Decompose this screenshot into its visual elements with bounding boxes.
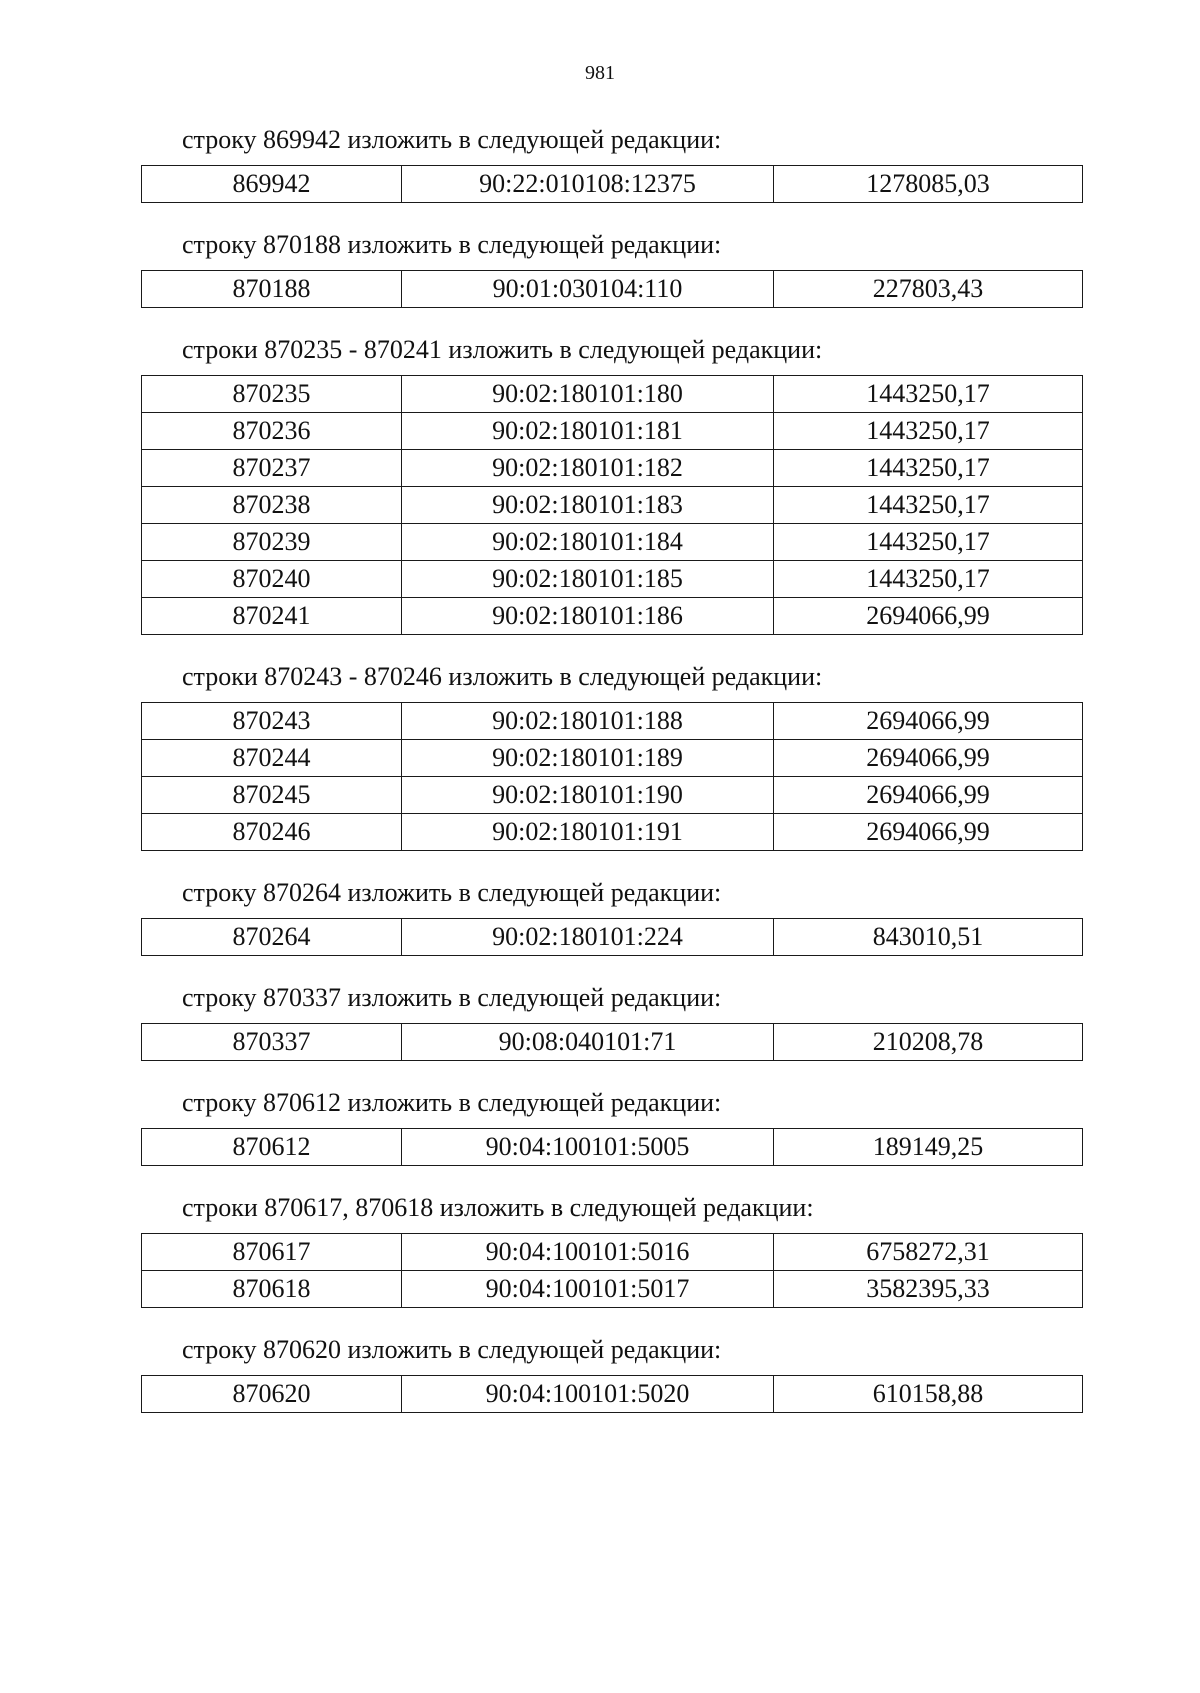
- row-number-cell: 870240: [142, 561, 402, 598]
- row-number-cell: 870620: [142, 1376, 402, 1413]
- cadastral-number-cell: 90:04:100101:5017: [402, 1271, 774, 1308]
- row-number-cell: 870243: [142, 703, 402, 740]
- value-cell: 210208,78: [774, 1024, 1083, 1061]
- value-cell: 1443250,17: [774, 413, 1083, 450]
- value-cell: 3582395,33: [774, 1271, 1083, 1308]
- table-row: [142, 487, 1083, 524]
- section-heading: строку 870612 изложить в следующей редакции:: [182, 1088, 722, 1117]
- cadastral-number-cell: 90:22:010108:12375: [402, 166, 774, 203]
- cadastral-number-cell: 90:02:180101:185: [402, 561, 774, 598]
- amendment-section: [0, 228, 1200, 308]
- row-number-cell: 870237: [142, 450, 402, 487]
- amendment-section: [0, 981, 1200, 1061]
- value-cell: 843010,51: [774, 919, 1083, 956]
- value-cell: 610158,88: [774, 1376, 1083, 1413]
- table-row: [142, 166, 1083, 203]
- cadastral-number-cell: 90:02:180101:181: [402, 413, 774, 450]
- row-number-cell: 870188: [142, 271, 402, 308]
- section-heading: строку 870188 изложить в следующей редакции:: [182, 230, 722, 259]
- value-cell: 2694066,99: [774, 740, 1083, 777]
- cadastral-number-cell: 90:02:180101:191: [402, 814, 774, 851]
- cadastral-number-cell: 90:02:180101:183: [402, 487, 774, 524]
- section-heading: строки 870617, 870618 изложить в следующей редакции:: [182, 1193, 814, 1222]
- cadastral-number-cell: 90:02:180101:188: [402, 703, 774, 740]
- cadastral-number-cell: 90:04:100101:5016: [402, 1234, 774, 1271]
- amendment-table: [141, 702, 1083, 851]
- value-cell: 1278085,03: [774, 166, 1083, 203]
- value-cell: 1443250,17: [774, 376, 1083, 413]
- row-number-cell: 870264: [142, 919, 402, 956]
- section-heading: строку 870620 изложить в следующей редакции:: [182, 1335, 722, 1364]
- table-row: [142, 524, 1083, 561]
- cadastral-number-cell: 90:02:180101:180: [402, 376, 774, 413]
- amendment-table: [141, 918, 1083, 956]
- row-number-cell: 870236: [142, 413, 402, 450]
- page-number: 981: [585, 62, 615, 84]
- row-number-cell: 870337: [142, 1024, 402, 1061]
- document-body: [0, 123, 1200, 1438]
- cadastral-number-cell: 90:02:180101:182: [402, 450, 774, 487]
- section-heading: строку 870264 изложить в следующей редакции:: [182, 878, 722, 907]
- amendment-section: [0, 660, 1200, 851]
- row-number-cell: 870244: [142, 740, 402, 777]
- amendment-section: [0, 876, 1200, 956]
- table-row: [142, 777, 1083, 814]
- table-row: [142, 413, 1083, 450]
- value-cell: 189149,25: [774, 1129, 1083, 1166]
- cadastral-number-cell: 90:02:180101:184: [402, 524, 774, 561]
- table-row: [142, 450, 1083, 487]
- table-row: [142, 919, 1083, 956]
- amendment-table: [141, 270, 1083, 308]
- table-row: [142, 376, 1083, 413]
- row-number-cell: 870241: [142, 598, 402, 635]
- row-number-cell: 870235: [142, 376, 402, 413]
- row-number-cell: 870238: [142, 487, 402, 524]
- row-number-cell: 870612: [142, 1129, 402, 1166]
- table-row: [142, 1024, 1083, 1061]
- cadastral-number-cell: 90:04:100101:5005: [402, 1129, 774, 1166]
- value-cell: 2694066,99: [774, 777, 1083, 814]
- value-cell: 2694066,99: [774, 598, 1083, 635]
- amendment-table: [141, 375, 1083, 635]
- value-cell: 1443250,17: [774, 524, 1083, 561]
- table-row: [142, 814, 1083, 851]
- row-number-cell: 870239: [142, 524, 402, 561]
- row-number-cell: 869942: [142, 166, 402, 203]
- amendment-table: [141, 1128, 1083, 1166]
- value-cell: 6758272,31: [774, 1234, 1083, 1271]
- cadastral-number-cell: 90:04:100101:5020: [402, 1376, 774, 1413]
- amendment-section: [0, 123, 1200, 203]
- cadastral-number-cell: 90:08:040101:71: [402, 1024, 774, 1061]
- table-row: [142, 561, 1083, 598]
- amendment-table: [141, 165, 1083, 203]
- cadastral-number-cell: 90:02:180101:224: [402, 919, 774, 956]
- table-row: [142, 1234, 1083, 1271]
- value-cell: 2694066,99: [774, 703, 1083, 740]
- amendment-table: [141, 1233, 1083, 1308]
- table-row: [142, 740, 1083, 777]
- table-row: [142, 1271, 1083, 1308]
- section-heading: строку 869942 изложить в следующей редакции:: [182, 125, 722, 154]
- table-row: [142, 1376, 1083, 1413]
- amendment-table: [141, 1375, 1083, 1413]
- table-row: [142, 598, 1083, 635]
- section-heading: строку 870337 изложить в следующей редакции:: [182, 983, 722, 1012]
- value-cell: 227803,43: [774, 271, 1083, 308]
- amendment-section: [0, 1086, 1200, 1166]
- row-number-cell: 870617: [142, 1234, 402, 1271]
- value-cell: 1443250,17: [774, 450, 1083, 487]
- section-heading: строки 870243 - 870246 изложить в следующей редакции:: [182, 662, 823, 691]
- table-row: [142, 271, 1083, 308]
- value-cell: 1443250,17: [774, 487, 1083, 524]
- amendment-section: [0, 333, 1200, 635]
- cadastral-number-cell: 90:02:180101:186: [402, 598, 774, 635]
- row-number-cell: 870246: [142, 814, 402, 851]
- table-row: [142, 1129, 1083, 1166]
- row-number-cell: 870618: [142, 1271, 402, 1308]
- section-heading: строки 870235 - 870241 изложить в следующей редакции:: [182, 335, 823, 364]
- amendment-section: [0, 1191, 1200, 1308]
- row-number-cell: 870245: [142, 777, 402, 814]
- cadastral-number-cell: 90:01:030104:110: [402, 271, 774, 308]
- table-row: [142, 703, 1083, 740]
- value-cell: 1443250,17: [774, 561, 1083, 598]
- amendment-table: [141, 1023, 1083, 1061]
- value-cell: 2694066,99: [774, 814, 1083, 851]
- cadastral-number-cell: 90:02:180101:190: [402, 777, 774, 814]
- amendment-section: [0, 1333, 1200, 1413]
- cadastral-number-cell: 90:02:180101:189: [402, 740, 774, 777]
